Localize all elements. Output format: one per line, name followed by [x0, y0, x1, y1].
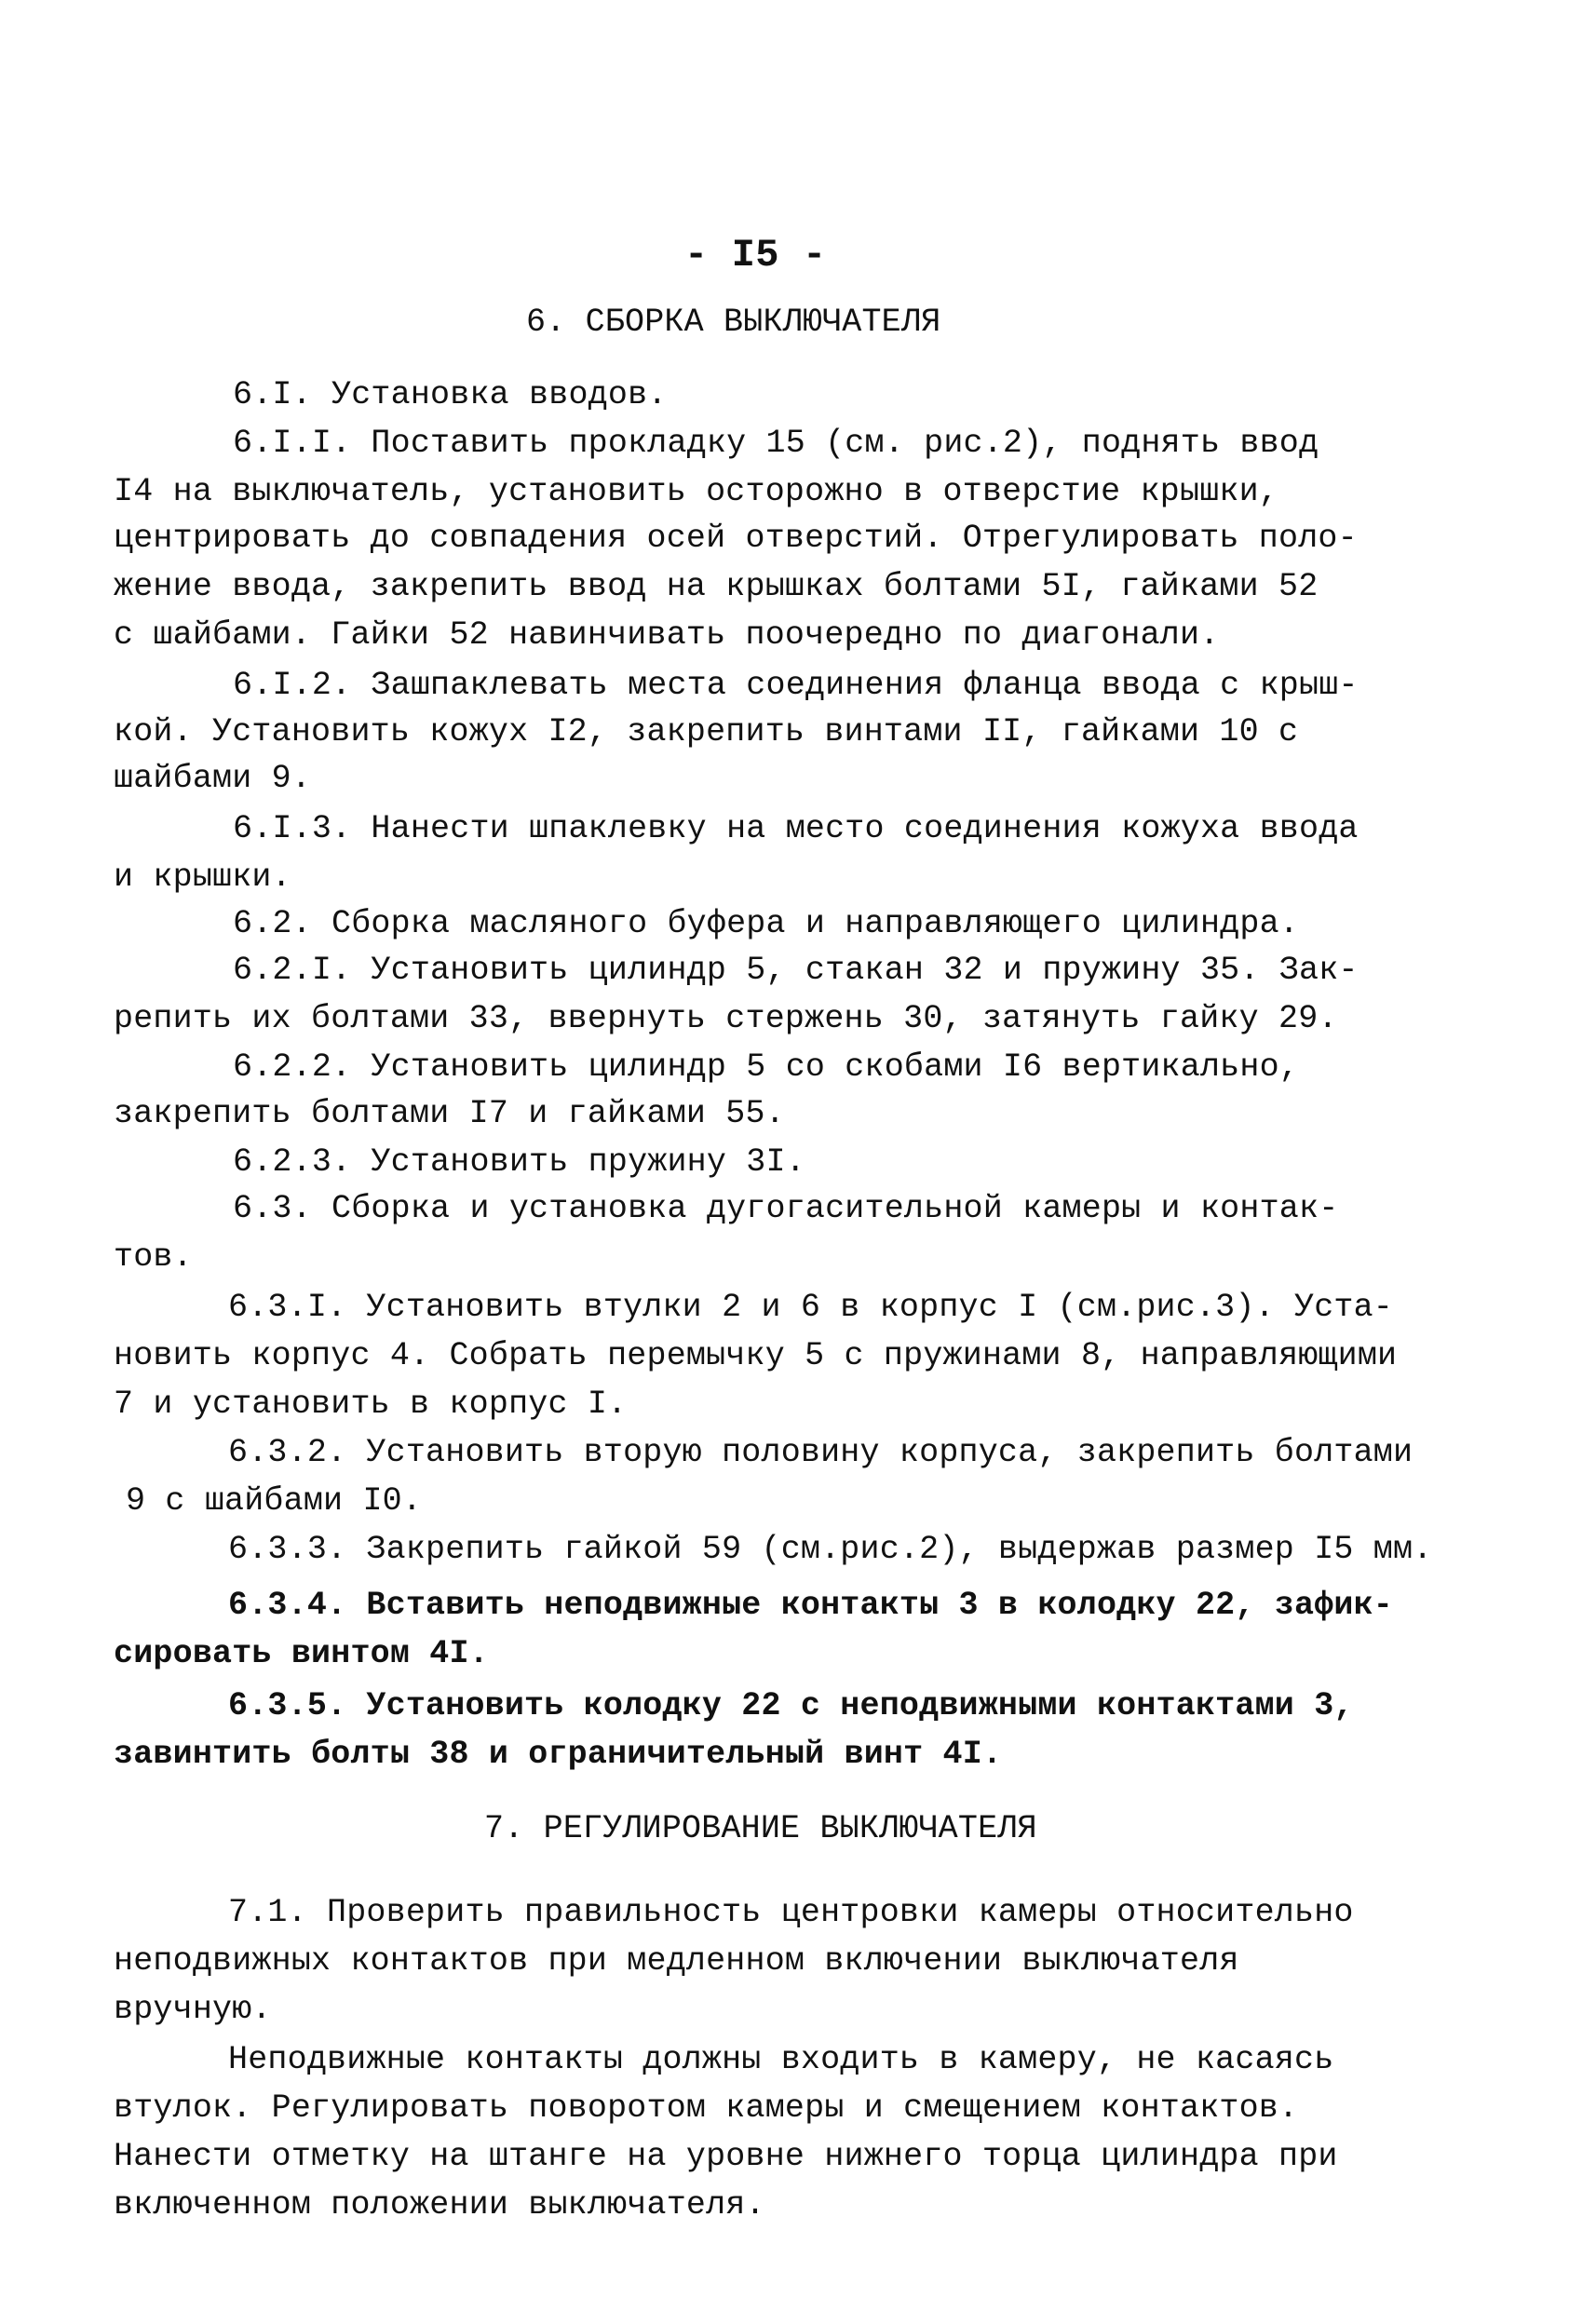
- clause-6-3-2-line-1: 6.3.2. Установить вторую половину корпуса, закрепить болтами: [228, 1434, 1413, 1471]
- clause-6-3-line-1: 6.3. Сборка и установка дугогасительной камеры и контак-: [233, 1190, 1339, 1227]
- clause-6-2-2-line-2: закрепить болтами I7 и гайками 55.: [114, 1095, 785, 1132]
- clause-7-1-line-3: вручную.: [114, 1991, 272, 2028]
- clause-6-1-1-line-3: центрировать до совпадения осей отверстий. Отрегулировать поло-: [114, 520, 1358, 557]
- section-7-title: 7. РЕГУЛИРОВАНИЕ ВЫКЛЮЧАТЕЛЯ: [484, 1810, 1037, 1847]
- clause-7-1-line-2: неподвижных контактов при медленном включении выключателя: [114, 1942, 1239, 1980]
- clause-6-3-1-line-2: новить корпус 4. Собрать перемычку 5 с пружинами 8, направляющими: [114, 1337, 1398, 1374]
- paragraph-line-4: включенном положении выключателя.: [114, 2186, 765, 2224]
- clause-6-2-2-line-1: 6.2.2. Установить цилиндр 5 со скобами I6 вертикально,: [233, 1048, 1299, 1086]
- clause-6-3-1-line-3: 7 и установить в корпус I.: [114, 1386, 628, 1423]
- clause-6-2-1-line-2: репить их болтами 33, ввернуть стержень 30, затянуть гайку 29.: [114, 1000, 1338, 1037]
- clause-6-1-3-line-1: 6.I.3. Нанести шпаклевку на место соединения кожуха ввода: [233, 810, 1359, 847]
- paragraph-line-2: втулок. Регулировать поворотом камеры и смещением контактов.: [114, 2089, 1299, 2127]
- clause-6-3-4-line-1: 6.3.4. Вставить неподвижные контакты 3 в колодку 22, зафик-: [228, 1587, 1394, 1624]
- clause-6-3-3: 6.3.3. Закрепить гайкой 59 (см.рис.2), выдержав размер I5 мм.: [228, 1531, 1433, 1568]
- paragraph-line-1: Неподвижные контакты должны входить в камеру, не касаясь: [228, 2041, 1334, 2078]
- clause-6-2-3: 6.2.3. Установить пружину 3I.: [233, 1143, 805, 1181]
- clause-6-2: 6.2. Сборка масляного буфера и направляющего цилиндра.: [233, 905, 1299, 942]
- clause-6-3-4-line-2: сировать винтом 4I.: [114, 1635, 489, 1672]
- clause-6-3-2-line-2: 9 с шайбами I0.: [126, 1482, 423, 1520]
- clause-6-3-5-line-1: 6.3.5. Установить колодку 22 с неподвижными контактами 3,: [228, 1687, 1354, 1724]
- clause-6-1-2-line-2: кой. Установить кожух I2, закрепить винтами II, гайками 10 с: [114, 713, 1299, 750]
- clause-6-3-1-line-1: 6.3.I. Установить втулки 2 и 6 в корпус I (см.рис.3). Уста-: [228, 1289, 1394, 1326]
- clause-6-3-line-2: тов.: [114, 1238, 193, 1276]
- clause-6-1-2-line-1: 6.I.2. Зашпаклевать места соединения фланца ввода с крыш-: [233, 667, 1359, 704]
- section-6-title: 6. СБОРКА ВЫКЛЮЧАТЕЛЯ: [526, 304, 941, 341]
- clause-6-1: 6.I. Установка вводов.: [233, 376, 668, 413]
- clause-6-1-1-line-1: 6.I.I. Поставить прокладку 15 (см. рис.2), поднять ввод: [233, 425, 1319, 462]
- clause-6-1-1-line-4: жение ввода, закрепить ввод на крышках болтами 5I, гайками 52: [114, 568, 1319, 605]
- paragraph-line-3: Нанести отметку на штанге на уровне нижнего торца цилиндра при: [114, 2138, 1338, 2175]
- clause-6-2-1-line-1: 6.2.I. Установить цилиндр 5, стакан 32 и пружину 35. Зак-: [233, 952, 1359, 989]
- clause-6-3-5-line-2: завинтить болты 38 и ограничительный винт 4I.: [114, 1736, 1003, 1773]
- clause-7-1-line-1: 7.1. Проверить правильность центровки камеры относительно: [228, 1894, 1354, 1931]
- page-number: - I5 -: [684, 233, 827, 277]
- clause-6-1-1-line-5: с шайбами. Гайки 52 навинчивать поочередно по диагонали.: [114, 616, 1220, 654]
- clause-6-1-2-line-3: шайбами 9.: [114, 760, 312, 797]
- clause-6-1-1-line-2: I4 на выключатель, установить осторожно в отверстие крышки,: [114, 473, 1279, 510]
- clause-6-1-3-line-2: и крышки.: [114, 858, 291, 896]
